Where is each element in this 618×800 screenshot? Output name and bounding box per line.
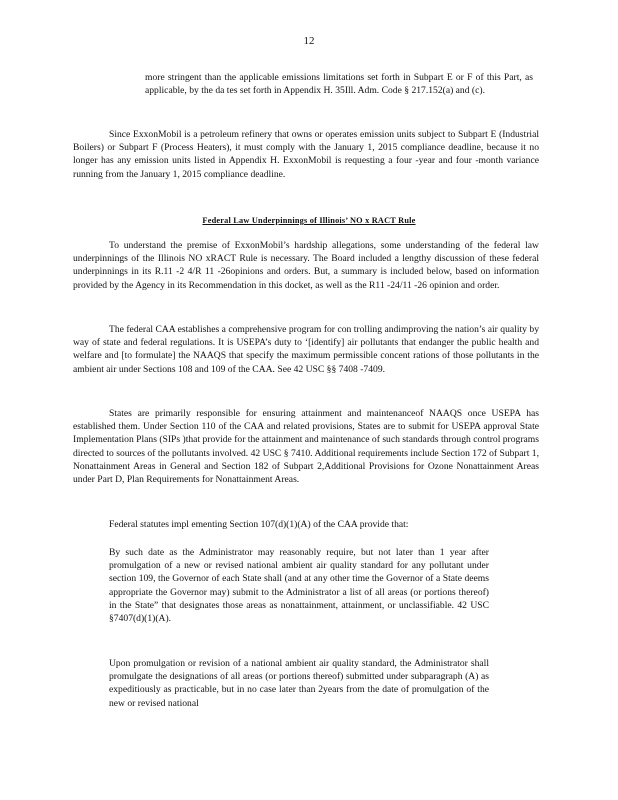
federal-underpinnings-intro-paragraph: To understand the premise of ExxonMobil’s hardship allegations, some understanding of the federal law underpinnings of the Illinois NO xRACT Rule is necessary. The Board included a lengthy discussion of these federal underpinnings in its R.11 -2 4/R 11 -26opinions and orders. But, a summary is included below, based on information provided by the Agency in its Recommendation in this docket, as well as the R11 -24/11 -26 opinion and order. xyxy=(73,240,539,291)
continued-quote-paragraph: more stringent than the applicable emissions limitations set forth in Subpart E or F of this Part, as applicable, by the da tes set forth in Appendix H. 35Ill. Adm. Code § 217.152(a) and (c). xyxy=(145,72,533,97)
block-quote-1: By such date as the Administrator may reasonably require, but not later than 1 year after promulgation of a new or revised national ambient air quality standard for any pollutant under section 109, the Governor of each State shall (and at any other time the Governor of a State deems appropriate the Governor may) submit to the Administrator a list of all areas (or portions thereof) in the State” that designates those areas as nonattainment, attainment, or unclassifiable. 42 USC §7407(d)(1)(A). xyxy=(109,547,489,625)
states-responsibility-paragraph: States are primarily responsible for ensuring attainment and maintenanceof NAAQS once USEPA has established them. Under Section 110 of the CAA and related provisions, States are to submit for USEPA approval State Implementation Plans (SIPs )that provide for the attainment and maintenance of such standards through control programs directed to sources of the pollutants involved. 42 USC § 7410. Additional requirements include Section 172 of Subpart 1, Nonattainment Areas in General and Section 182 of Subpart 2,Additional Provisions for Ozone Nonattainment Areas under Part D, Plan Requirements for Nonattainment Areas. xyxy=(73,408,539,486)
block-quote-2: Upon promulgation or revision of a national ambient air quality standard, the Administrator shall promulgate the designations of all areas (or portions thereof) submitted under subparagraph (A) as expeditiously as practicable, but in no case later than 2years from the date of promulgation of the new or revised national xyxy=(109,658,489,709)
section-heading: Federal Law Underpinnings of Illinois’ NO x RACT Rule xyxy=(202,216,416,225)
federal-statutes-intro-paragraph: Federal statutes impl ementing Section 107(d)(1)(A) of the CAA provide that: xyxy=(109,519,409,530)
federal-caa-paragraph: The federal CAA establishes a comprehensive program for con trolling andimproving the nation’s air quality by way of state and federal regulations. It is USEPA’s duty to ‘[identify] air pollutants that endanger the public health and welfare and [to formulate] the NAAQS that specify the maximum permissible concent rations of those pollutants in the ambient air under Sections 108 and 109 of the CAA. See 42 USC §§ 7408 -7409. xyxy=(73,324,539,375)
exxonmobil-compliance-paragraph: Since ExxonMobil is a petroleum refinery that owns or operates emission units subject to Subpart E (Industrial Boilers) or Subpart F (Process Heaters), it must comply with the January 1, 2015 compliance deadline, because it no longer has any emission units listed in Appendix H. ExxonMobil is requesting a four -year and four -month variance running from the January 1, 2015 compliance deadline. xyxy=(73,129,539,180)
page-number: 12 xyxy=(303,35,315,47)
